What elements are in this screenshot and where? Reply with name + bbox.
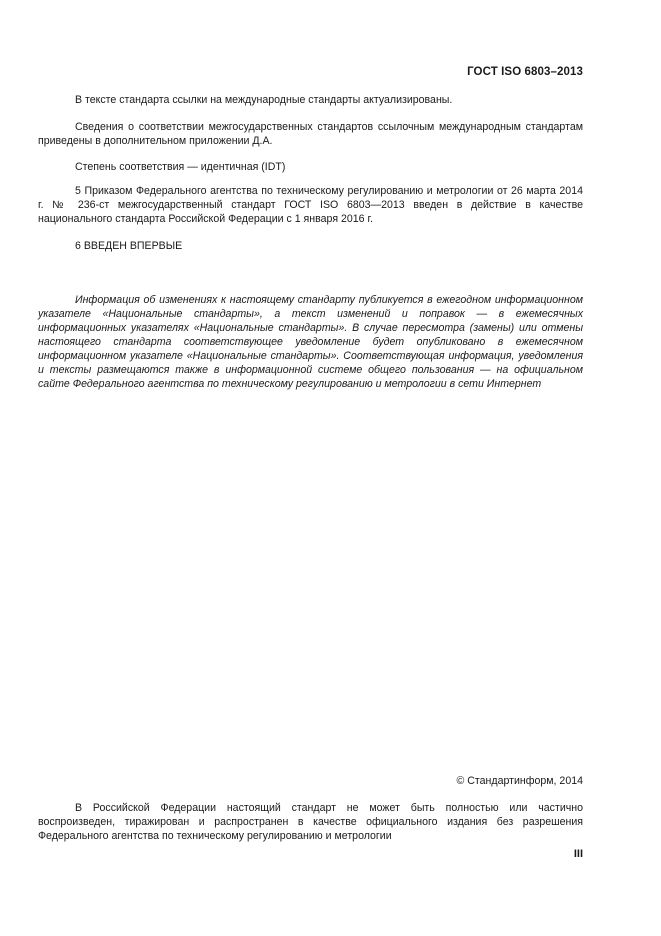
paragraph-compliance: Сведения о соответствии межгосударственных стандартов ссылочным международным стандартам приведены в дополнительном приложении Д.А. [38, 121, 583, 147]
page-number: III [573, 848, 583, 860]
paragraph-degree-of-conformity: Степень соответствия — идентичная (IDT) [75, 161, 286, 173]
paragraph-order-5: 5 Приказом Федерального агентства по техническому регулированию и метрологии от 26 марта 2014 г. № 236-ст межгосударственный стандарт ГОСТ ISO 6803—2013 введен в действие в качестве национального стандарта Российской Федерации с 1 января 2016 г. [38, 185, 583, 225]
changes-information-notice: Информация об изменениях к настоящему стандарту публикуется в ежегодном информационном указателе «Национальные стандарты», а текст изменений и поправок — в ежемесячных информационных указателях «Национальные стандарты». В случае пересмотра (замены) или отмены настоящего стандарта соответствующее уведомление будет опубликовано в ежемесячном информационном указателе «Национальные стандарты». Соответствующая информация, уведомления и тексты размещаются также в информационной системе общего пользования — на официальном сайте Федерального агентства по техническому регулированию и метрологии в сети Интернет [38, 294, 583, 390]
copyright-line: © Стандартинформ, 2014 [456, 775, 583, 787]
standard-code-header: ГОСТ ISO 6803–2013 [467, 66, 583, 78]
paragraph-references: В тексте стандарта ссылки на международные стандарты актуализированы. [75, 94, 453, 106]
reproduction-notice: В Российской Федерации настоящий стандарт не может быть полностью или частично воспроизведен, тиражирован и распространен в качестве официального издания без разрешения Федерального агентства по техническому регулированию и метрологии [38, 802, 583, 842]
paragraph-introduced-6: 6 ВВЕДЕН ВПЕРВЫЕ [75, 240, 183, 252]
